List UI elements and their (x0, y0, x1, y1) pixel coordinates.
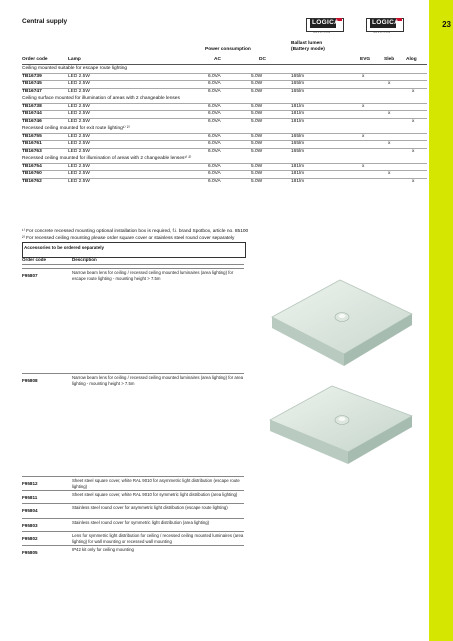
lamp: LED 2.5W (68, 118, 90, 124)
footnote-2: ²⁾ For recessed ceiling mounting please order square cover or stainless steel round cover separately (22, 236, 235, 241)
lamp: LED 2.5W (68, 81, 90, 86)
order-code: TB16747 (22, 88, 42, 94)
group-title: Ceiling mounted suitable for escape route lighting (22, 66, 128, 71)
ac-power: 6.0VA (208, 133, 221, 139)
ballast-lumen: 165lm (291, 133, 305, 139)
page-number: 23 (442, 20, 451, 29)
accessories-title: Accessories to be ordered separately (24, 245, 105, 250)
table-row (22, 170, 427, 178)
accessory-code: F95812 (22, 481, 38, 486)
table-row (22, 178, 427, 186)
header-sleb: Sleb (384, 57, 395, 62)
variant-mark: x (388, 81, 391, 86)
accessory-description: Stainless steel round cover for symmetric light distribution (area lighting) (72, 520, 210, 525)
dc-power: 5.0W (251, 111, 263, 116)
header-battery-mode: (Battery mode) (291, 47, 325, 52)
ac-power: 6.0VA (208, 178, 221, 184)
ballast-lumen: 181lm (291, 111, 305, 116)
accessory-code: F95808 (22, 378, 38, 383)
accessory-description: Narrow beam lens for ceiling / recessed ceiling mounted luminaires (area lighting) for area lighting - mounting height > 7.5m (72, 375, 244, 386)
logo-text: LOGICA (312, 19, 340, 26)
table-row (22, 118, 427, 126)
logo-subtext: SOLUTION (313, 31, 331, 34)
accessory-divider (22, 545, 244, 546)
accessory-description: Lens for symmetric light distribution for ceiling / recessed ceiling mounted luminaires (area lighting) for wall mounting or recessed wall mounting (72, 533, 244, 544)
table-row (22, 80, 427, 88)
order-code: TB16746 (22, 118, 42, 124)
accent-sidebar (429, 0, 453, 641)
accessory-divider (22, 518, 244, 519)
dc-power: 5.0W (251, 103, 263, 109)
ac-power: 6.0VA (208, 103, 221, 109)
brand-logo (306, 18, 344, 36)
accessory-divider (22, 268, 244, 269)
accessory-code: F95807 (22, 273, 38, 278)
dc-power: 5.0W (251, 73, 263, 79)
ballast-lumen: 181lm (291, 178, 305, 184)
accessory-divider (22, 476, 244, 477)
logo-text: LOGICA (372, 19, 400, 26)
variant-mark: x (412, 88, 415, 94)
table-row (22, 110, 427, 118)
lamp: LED 2.5W (68, 73, 90, 79)
ac-power: 6.0VA (208, 163, 221, 169)
table-row (22, 140, 427, 148)
ballast-lumen: 181lm (291, 171, 305, 176)
table-row (22, 133, 427, 141)
dc-power: 5.0W (251, 141, 263, 146)
ac-power: 6.0VA (208, 118, 221, 124)
header-order-code: Order code (22, 57, 48, 62)
order-code: TB16761 (22, 141, 42, 146)
ballast-lumen: 165lm (291, 81, 305, 86)
square-luminaire-image (262, 262, 420, 376)
lamp: LED 2.5W (68, 111, 90, 116)
ac-power: 6.0VA (208, 141, 221, 146)
variant-mark: x (362, 103, 365, 109)
ac-power: 6.0VA (208, 111, 221, 116)
accessory-code: F95811 (22, 495, 38, 500)
accessory-description: Sheet steel square cover, white RAL 9010 for asymmetric light distribution (escape route lighting) (72, 478, 240, 489)
accessories-header-rule (22, 264, 244, 265)
ac-power: 6.0VA (208, 88, 221, 94)
variant-mark: x (412, 148, 415, 154)
variant-mark: x (362, 133, 365, 139)
lamp: LED 2.5W (68, 141, 90, 146)
ballast-lumen: 181lm (291, 163, 305, 169)
dc-power: 5.0W (251, 133, 263, 139)
logo-subtext: SOLUTION (373, 31, 391, 34)
lamp: LED 2.5W (68, 148, 90, 154)
ac-power: 6.0VA (208, 171, 221, 176)
accessory-code: F95804 (22, 508, 38, 513)
table-row (22, 148, 427, 156)
ac-power: 6.0VA (208, 81, 221, 86)
variant-mark: x (388, 141, 391, 146)
accessory-description: Stainless steel round cover for asymmetric light distribution (escape route lighting) (72, 505, 228, 510)
accessory-code: F95805 (22, 550, 38, 555)
order-code: TB16755 (22, 133, 42, 139)
ac-power: 6.0VA (208, 148, 221, 154)
ac-power: 6.0VA (208, 73, 221, 79)
dc-power: 5.0W (251, 178, 263, 184)
accessory-divider (22, 490, 244, 491)
accessory-divider (22, 373, 244, 374)
dc-power: 5.0W (251, 163, 263, 169)
group-title: Recessed ceiling mounted for exit route lighting¹⁾ ²⁾ (22, 126, 130, 131)
lamp: LED 2.5W (68, 171, 90, 176)
header-power-consumption: Power consumption (205, 47, 251, 52)
variant-mark: x (412, 178, 415, 184)
variant-mark: x (388, 111, 391, 116)
order-code: TB16744 (22, 111, 42, 116)
variant-mark: x (362, 163, 365, 169)
brand-logo (366, 18, 404, 36)
variant-mark: x (412, 118, 415, 124)
order-code: TB16738 (22, 103, 42, 109)
ballast-lumen: 165lm (291, 88, 305, 94)
table-row (22, 163, 427, 171)
lamp: LED 2.5W (68, 88, 90, 94)
ballast-lumen: 165lm (291, 141, 305, 146)
accessories-header-code: Order code (22, 257, 47, 262)
header-lamp: Lamp (68, 57, 81, 62)
header-ac: AC (214, 57, 221, 62)
order-code: TB16762 (22, 178, 42, 184)
section-title: Central supply (22, 18, 68, 25)
dc-power: 5.0W (251, 118, 263, 124)
order-code: TB16763 (22, 148, 42, 154)
lamp: LED 2.5W (68, 103, 90, 109)
accessory-description: Sheet steel square cover, white RAL 9010 for symmetric light distribution (area lighting) (72, 492, 238, 497)
lamp: LED 2.5W (68, 133, 90, 139)
variant-mark: x (362, 73, 365, 79)
ballast-lumen: 181lm (291, 103, 305, 109)
order-code: TB16745 (22, 81, 42, 86)
dc-power: 5.0W (251, 88, 263, 94)
square-luminaire-image (262, 378, 420, 473)
variant-mark: x (388, 171, 391, 176)
accessory-code: F95802 (22, 536, 38, 541)
dc-power: 5.0W (251, 171, 263, 176)
dc-power: 5.0W (251, 148, 263, 154)
group-title: Recessed ceiling mounted for illumination of areas with 2 changeable lenses¹⁾ ²⁾ (22, 156, 192, 161)
order-code: TB16739 (22, 73, 42, 79)
accessory-description: IP42 kit only for ceiling mounting (72, 547, 134, 552)
accessory-description: Narrow beam lens for ceiling / recessed ceiling mounted luminaires (area lighting) for escape route lighting - mounting height > 7.5m (72, 270, 234, 281)
accessory-code: F95803 (22, 523, 38, 528)
footnote-1: ¹⁾ For concrete recessed mounting optional installation box is required, f.i. brand Spotbox, article no. 85100 (22, 229, 249, 234)
table-row (22, 73, 427, 81)
lamp: LED 2.5W (68, 178, 90, 184)
table-row (22, 88, 427, 96)
group-title: Ceiling surface mounted for illumination of areas with 2 changeable lenses (22, 96, 180, 101)
ballast-lumen: 165lm (291, 148, 305, 154)
lamp: LED 2.5W (68, 163, 90, 169)
ballast-lumen: 165lm (291, 73, 305, 79)
accessories-header-description: Description (72, 257, 97, 262)
order-code: TB16760 (22, 171, 42, 176)
header-ballast-lumen: Ballast lumen (291, 41, 323, 46)
header-dc: DC (259, 57, 266, 62)
dc-power: 5.0W (251, 81, 263, 86)
order-code: TB16754 (22, 163, 42, 169)
ballast-lumen: 181lm (291, 118, 305, 124)
header-alog: Alog (406, 57, 417, 62)
table-row (22, 103, 427, 111)
header-evg: EVG (360, 57, 371, 62)
accessory-divider (22, 503, 244, 504)
accessory-divider (22, 531, 244, 532)
